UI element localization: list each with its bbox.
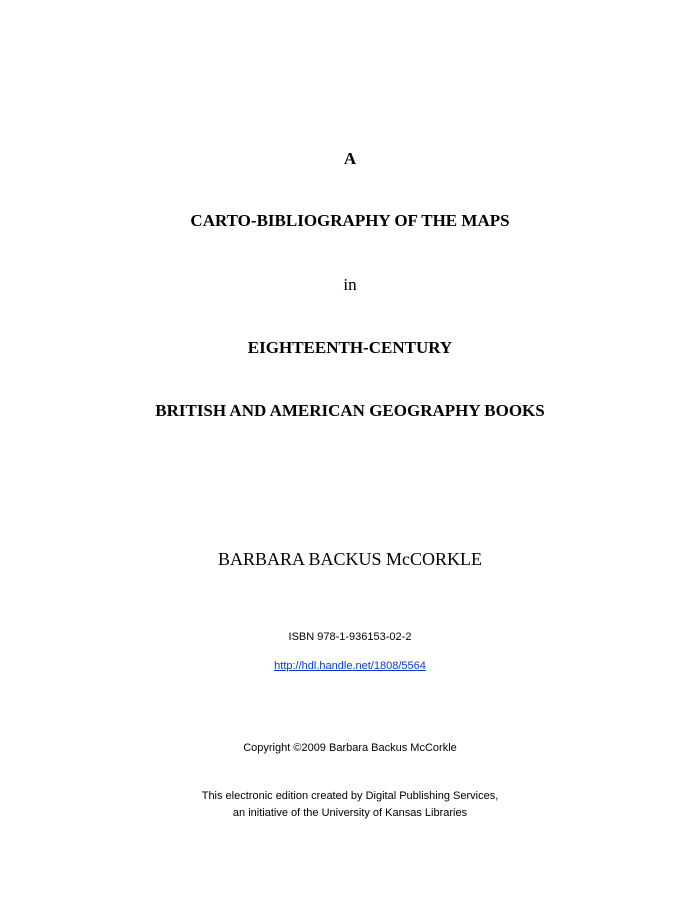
copyright-notice: Copyright ©2009 Barbara Backus McCorkle (243, 742, 457, 754)
title-line-eighteenth-century: EIGHTEENTH-CENTURY (247, 338, 453, 357)
handle-link[interactable]: http://hdl.handle.net/1808/5564 (274, 660, 426, 672)
title-article: A (343, 149, 357, 168)
edition-note-line-1: This electronic edition created by Digital Publishing Services, (201, 790, 499, 802)
edition-note-line-2: an initiative of the University of Kansas Libraries (232, 807, 468, 819)
handle-link-row (0, 661, 700, 672)
title-line-carto-bibliography: CARTO-BIBLIOGRAPHY OF THE MAPS (190, 211, 510, 230)
author-name: BARBARA BACKUS McCORKLE (217, 549, 483, 569)
title-line-geography-books: BRITISH AND AMERICAN GEOGRAPHY BOOKS (155, 401, 545, 420)
isbn: ISBN 978-1-936153-02-2 (288, 631, 412, 643)
title-connector: in (343, 275, 357, 294)
